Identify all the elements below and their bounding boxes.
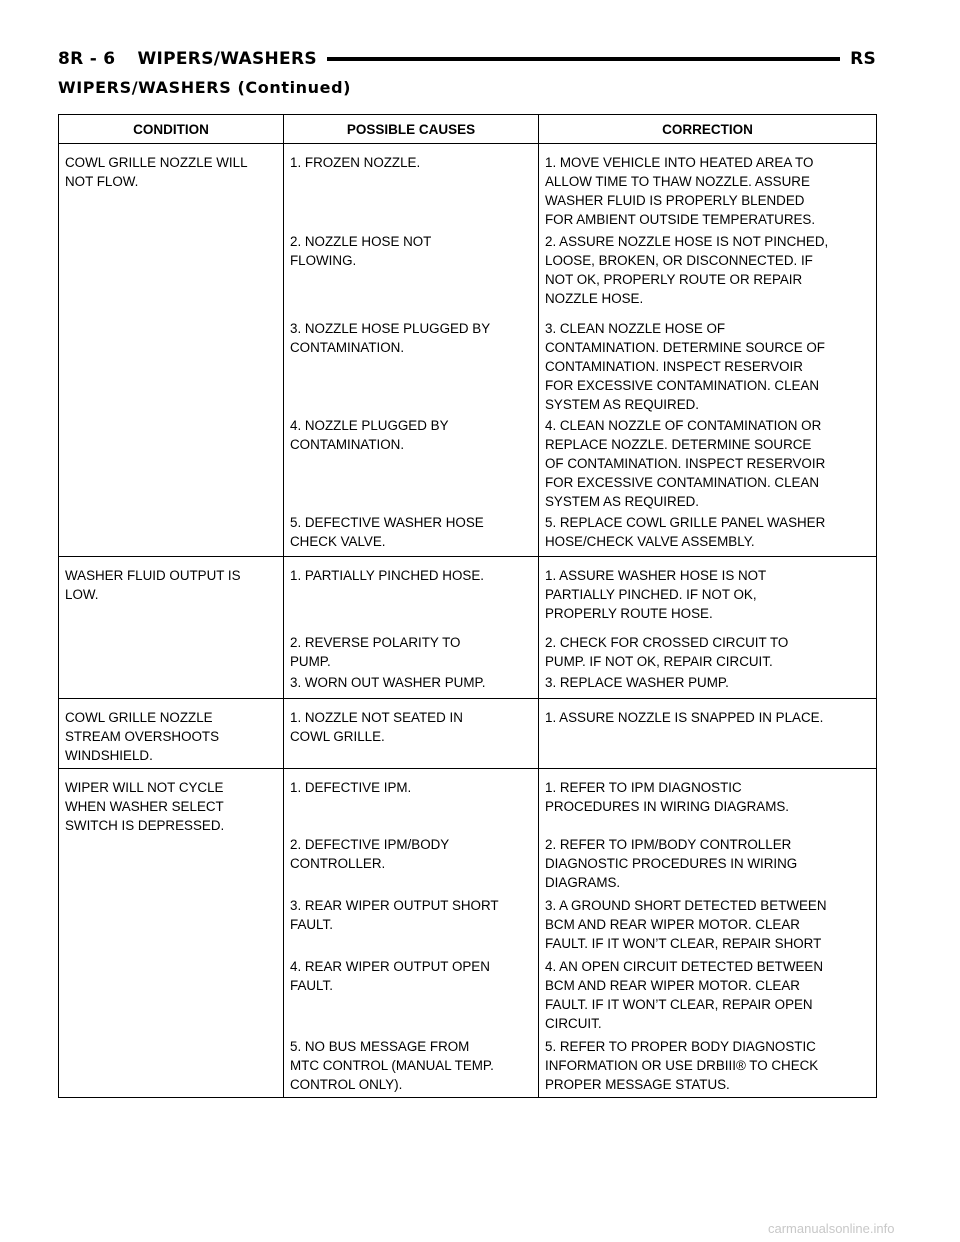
condition-cell [59, 319, 284, 416]
correction-text: 1. ASSURE WASHER HOSE IS NOT PARTIALLY PINCHED. IF NOT OK, PROPERLY ROUTE HOSE. [545, 568, 767, 621]
condition-cell [59, 232, 284, 319]
correction-text: 3. CLEAN NOZZLE HOSE OF CONTAMINATION. DETERMINE SOURCE OF CONTAMINATION. INSPECT RESERVOIR FOR EXCESSIVE CONTAMINATION. CLEAN SYSTEM AS REQUIRED. [545, 320, 825, 412]
correction-text: 5. REFER TO PROPER BODY DIAGNOSTIC INFORMATION OR USE DRBIII® TO CHECK PROPER MESSAGE STATUS. [545, 1039, 819, 1092]
correction-text: 2. CHECK FOR CROSSED CIRCUIT TO PUMP. IF NOT OK, REPAIR CIRCUIT. [545, 634, 789, 669]
cause-text: 5. NO BUS MESSAGE FROM MTC CONTROL (MANUAL TEMP. CONTROL ONLY). [290, 1039, 494, 1092]
condition-text: COWL GRILLE NOZZLE STREAM OVERSHOOTS WINDSHIELD. [65, 710, 220, 763]
correction-text: 4. CLEAN NOZZLE OF CONTAMINATION OR REPLACE NOZZLE. DETERMINE SOURCE OF CONTAMINATION. INSPECT RESERVOIR FOR EXCESSIVE CONTAMINATION. CLEAN SYSTEM AS REQUIRED. [545, 417, 826, 509]
correction-text: 1. REFER TO IPM DIAGNOSTIC PROCEDURES IN WIRING DIAGRAMS. [545, 780, 790, 814]
cause-text: 3. REAR WIPER OUTPUT SHORT FAULT. [290, 898, 499, 932]
correction-text: 1. MOVE VEHICLE INTO HEATED AREA TO ALLOW TIME TO THAW NOZZLE. ASSURE WASHER FLUID IS PROPERLY BLENDED FOR AMBIENT OUTSIDE TEMPERATURES. [545, 155, 816, 227]
cause-text: 1. PARTIALLY PINCHED HOSE. [290, 568, 484, 583]
cause-text: 4. NOZZLE PLUGGED BY CONTAMINATION. [290, 417, 449, 452]
table-row [59, 896, 877, 957]
condition-cell [59, 896, 284, 957]
cause-cell [284, 957, 539, 1037]
correction-text: 3. REPLACE WASHER PUMP. [545, 674, 729, 690]
condition-text: WASHER FLUID OUTPUT IS LOW. [65, 568, 241, 602]
cause-cell [284, 144, 539, 232]
table-header-row [59, 115, 877, 144]
cause-text: 3. NOZZLE HOSE PLUGGED BY CONTAMINATION. [290, 320, 491, 355]
cause-cell [284, 835, 539, 896]
cause-text: 1. NOZZLE NOT SEATED IN COWL GRILLE. [290, 710, 463, 744]
condition-cell [59, 557, 284, 633]
correction-text: 5. REPLACE COWL GRILLE PANEL WASHER HOSE/CHECK VALVE ASSEMBLY. [545, 514, 826, 549]
table-row [59, 232, 877, 319]
table-row [59, 557, 877, 633]
correction-cell [539, 896, 877, 957]
correction-text: 2. REFER TO IPM/BODY CONTROLLER DIAGNOSTIC PROCEDURES IN WIRING DIAGRAMS. [545, 837, 798, 890]
correction-cell [539, 1037, 877, 1097]
table-row [59, 769, 877, 836]
cause-text: 3. WORN OUT WASHER PUMP. [290, 674, 486, 690]
condition-cell [59, 699, 284, 769]
section-title: WIPERS/WASHERS [137, 49, 317, 69]
correction-text: 4. AN OPEN CIRCUIT DETECTED BETWEEN BCM AND REAR WIPER MOTOR. CLEAR FAULT. IF IT WON’T CLEAR, REPAIR OPEN CIRCUIT. [545, 959, 824, 1031]
column-header-causes: POSSIBLE CAUSES [284, 115, 539, 144]
table-row [59, 1037, 877, 1097]
page-header [58, 46, 876, 72]
condition-cell [59, 144, 284, 232]
correction-cell [539, 513, 877, 557]
table-row [59, 835, 877, 896]
cause-cell [284, 699, 539, 769]
table-row [59, 673, 877, 699]
condition-cell [59, 633, 284, 673]
cause-text: 4. REAR WIPER OUTPUT OPEN FAULT. [290, 959, 490, 993]
correction-cell [539, 835, 877, 896]
cause-cell [284, 673, 539, 699]
condition-cell [59, 835, 284, 896]
condition-cell [59, 1037, 284, 1097]
cause-text: 2. NOZZLE HOSE NOT FLOWING. [290, 233, 432, 268]
condition-cell [59, 957, 284, 1037]
correction-cell [539, 319, 877, 416]
header-rule [327, 57, 840, 61]
cause-cell [284, 557, 539, 633]
cause-cell [284, 769, 539, 836]
edition-code: RS [850, 49, 876, 69]
cause-cell [284, 633, 539, 673]
correction-cell [539, 633, 877, 673]
correction-text: 2. ASSURE NOZZLE HOSE IS NOT PINCHED, LOOSE, BROKEN, OR DISCONNECTED. IF NOT OK, PROPERLY ROUTE OR REPAIR NOZZLE HOSE. [545, 233, 829, 306]
page-number: 8R - 6 [58, 49, 116, 69]
correction-cell [539, 144, 877, 232]
watermark-text: carmanualsonline.info [768, 1221, 895, 1236]
column-header-condition: CONDITION [59, 115, 284, 144]
correction-cell [539, 416, 877, 513]
cause-cell [284, 319, 539, 416]
cause-cell [284, 1037, 539, 1097]
correction-text: 1. ASSURE NOZZLE IS SNAPPED IN PLACE. [545, 710, 824, 725]
cause-text: 5. DEFECTIVE WASHER HOSE CHECK VALVE. [290, 514, 484, 549]
correction-cell [539, 769, 877, 836]
condition-cell [59, 769, 284, 836]
condition-cell [59, 513, 284, 557]
cause-text: 1. DEFECTIVE IPM. [290, 780, 412, 795]
diagnosis-table [58, 114, 877, 1098]
correction-cell [539, 699, 877, 769]
table-row [59, 144, 877, 232]
condition-text: WIPER WILL NOT CYCLE WHEN WASHER SELECT SWITCH IS DEPRESSED. [65, 780, 225, 833]
table-row [59, 633, 877, 673]
condition-cell [59, 416, 284, 513]
cause-text: 1. FROZEN NOZZLE. [290, 155, 421, 170]
column-header-correction: CORRECTION [539, 115, 877, 144]
correction-text: 3. A GROUND SHORT DETECTED BETWEEN BCM AND REAR WIPER MOTOR. CLEAR FAULT. IF IT WON’T CLEAR, REPAIR SHORT [545, 898, 827, 951]
condition-text: COWL GRILLE NOZZLE WILL NOT FLOW. [65, 155, 248, 189]
table-row [59, 416, 877, 513]
table-row [59, 699, 877, 769]
table-row [59, 957, 877, 1037]
cause-cell [284, 896, 539, 957]
correction-cell [539, 232, 877, 319]
cause-cell [284, 232, 539, 319]
cause-text: 2. REVERSE POLARITY TO PUMP. [290, 634, 461, 669]
correction-cell [539, 673, 877, 699]
cause-cell [284, 513, 539, 557]
cause-cell [284, 416, 539, 513]
table-row [59, 319, 877, 416]
page-subtitle: WIPERS/WASHERS (Continued) [58, 78, 352, 97]
correction-cell [539, 957, 877, 1037]
correction-cell [539, 557, 877, 633]
cause-text: 2. DEFECTIVE IPM/BODY CONTROLLER. [290, 837, 450, 871]
condition-cell [59, 673, 284, 699]
table-row [59, 513, 877, 557]
